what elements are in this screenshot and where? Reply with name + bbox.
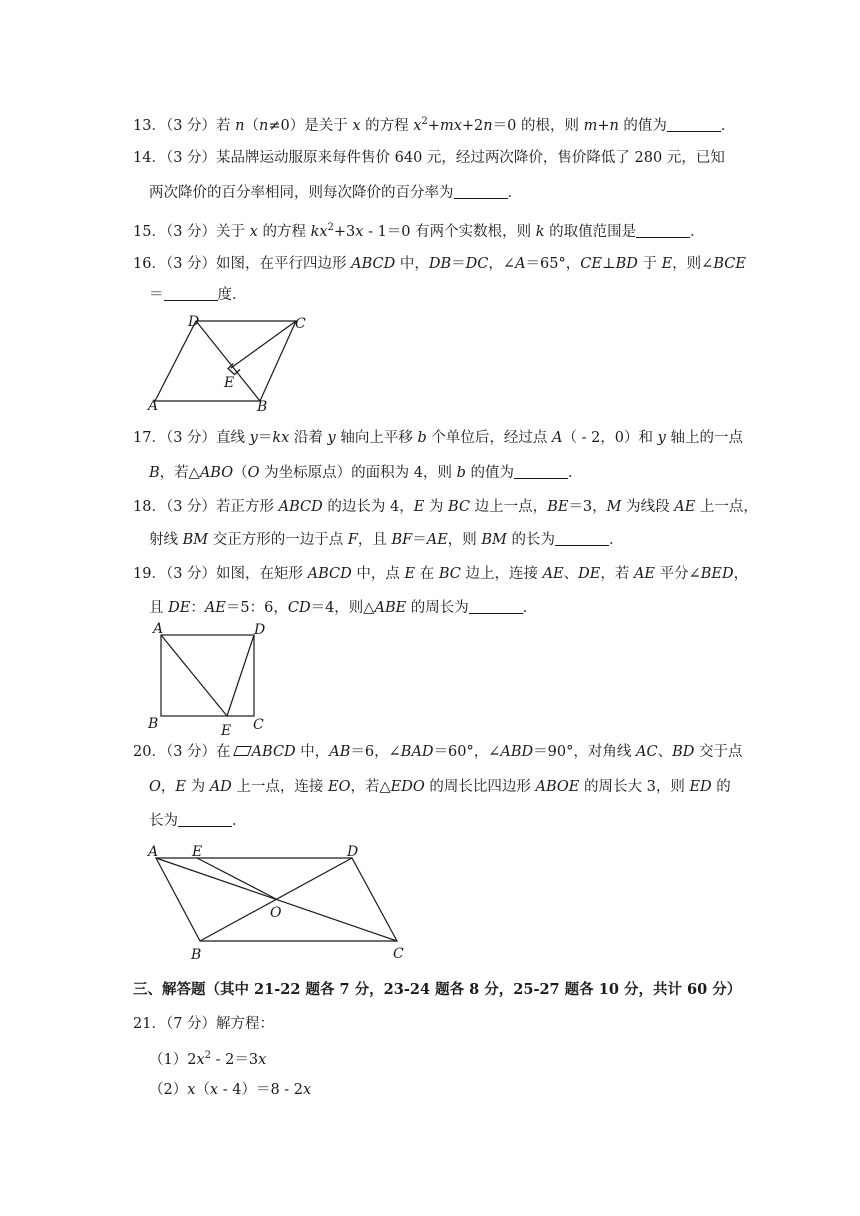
answer-blank[interactable]	[667, 116, 721, 132]
question-21-part-1: $(1)2x^2 - 2=3x$	[149, 1050, 267, 1068]
segment-eo	[197, 858, 276, 899]
label-e: E	[192, 844, 203, 860]
question-16-line-2: ＝ 度．	[149, 287, 247, 303]
question-18-line-1: 18．（3 分）若正方形 ABCD 的边长为 4，E 为 BC 边上一点，BE＝3，M 为线段 AE 上一点，	[133, 499, 758, 515]
label-c: C	[253, 717, 264, 733]
question-20-line-1: 20．（3 分）在 ABCD 中，AB＝6，∠BAD＝60°，∠ABD＝90°，对角线 AC、BD 交于点	[133, 744, 743, 760]
answer-blank[interactable]	[636, 222, 690, 238]
label-b: B	[148, 716, 159, 732]
segment-ce	[231, 321, 296, 368]
label-d: D	[188, 314, 200, 330]
answer-blank[interactable]	[164, 285, 218, 301]
question-20-line-2: O，E 为 AD 上一点，连接 EO，若△EDO 的周长比四边形 ABOE 的周长大 3，则 ED 的	[149, 779, 731, 795]
question-14-line-2: 两次降价的百分率相同，则每次降价的百分率为 ．	[149, 185, 522, 201]
question-17-line-1: 17．（3 分）直线 y＝kx 沿着 y 轴向上平移 b 个单位后，经过点 A（ - 2，0）和 y 轴上的一点	[133, 430, 743, 446]
section-heading: 三、解答题（其中 21-22 题各 7 分，23-24 题各 8 分，25-27 题各 10 分，共计 60 分）	[133, 981, 742, 998]
label-e: E	[221, 723, 232, 739]
figure-q20-parallelogram	[140, 838, 415, 963]
question-13: 13．（3 分）若 n（n≠0）是关于 x 的方程 $x^2+mx+2n=0$ 的根，则 m+n 的值为 ．	[133, 116, 736, 134]
diagonal-bd	[200, 858, 352, 941]
segment-de	[227, 635, 254, 716]
label-b: B	[257, 399, 268, 415]
label-a: A	[148, 398, 159, 414]
label-d: D	[347, 844, 359, 860]
figure-q16-parallelogram	[140, 310, 320, 420]
question-21: 21．（7 分）解方程：	[133, 1016, 275, 1032]
label-e: E	[224, 375, 235, 391]
answer-blank[interactable]	[178, 811, 232, 827]
question-19-line-2: 且 DE：AE＝5：6，CD＝4，则△ABE 的周长为 ．	[149, 600, 538, 616]
question-17-line-2: B，若△ABO（O 为坐标原点）的面积为 4，则 b 的值为 ．	[149, 465, 583, 481]
segment-ae	[161, 635, 227, 716]
figure-q19-rectangle	[145, 620, 275, 740]
question-18-line-2: 射线 BM 交正方形的一边于点 F，且 BF＝AE，则 BM 的长为 ．	[149, 532, 624, 548]
parallelogram-symbol	[233, 746, 252, 756]
label-a: A	[148, 844, 159, 860]
answer-blank[interactable]	[469, 598, 523, 614]
answer-blank[interactable]	[454, 183, 508, 199]
question-20-line-3: 长为 ．	[149, 813, 247, 829]
answer-blank[interactable]	[514, 463, 568, 479]
question-15: 15．（3 分）关于 x 的方程 $kx^2+3x - 1=0$ 有两个实数根，则 k 的取值范围是 ．	[133, 222, 705, 240]
answer-blank[interactable]	[555, 530, 609, 546]
label-c: C	[295, 316, 306, 332]
label-o: O	[270, 905, 282, 921]
label-c: C	[393, 946, 404, 962]
label-d: D	[254, 622, 266, 638]
label-a: A	[153, 621, 164, 637]
question-16-line-1: 16．（3 分）如图，在平行四边形 ABCD 中，DB＝DC，∠A＝65°，CE⊥BD 于 E，则∠BCE	[133, 256, 746, 272]
question-14-line-1: 14．（3 分）某品牌运动服原来每件售价 640 元，经过两次降价，售价降低了 280 元，已知	[133, 150, 725, 166]
question-19-line-1: 19．（3 分）如图，在矩形 ABCD 中，点 E 在 BC 边上，连接 AE、DE，若 AE 平分∠BED，	[133, 566, 749, 582]
label-b: B	[191, 947, 202, 963]
question-21-part-2: （2）x（x - 4）＝8 - 2x	[149, 1082, 312, 1098]
